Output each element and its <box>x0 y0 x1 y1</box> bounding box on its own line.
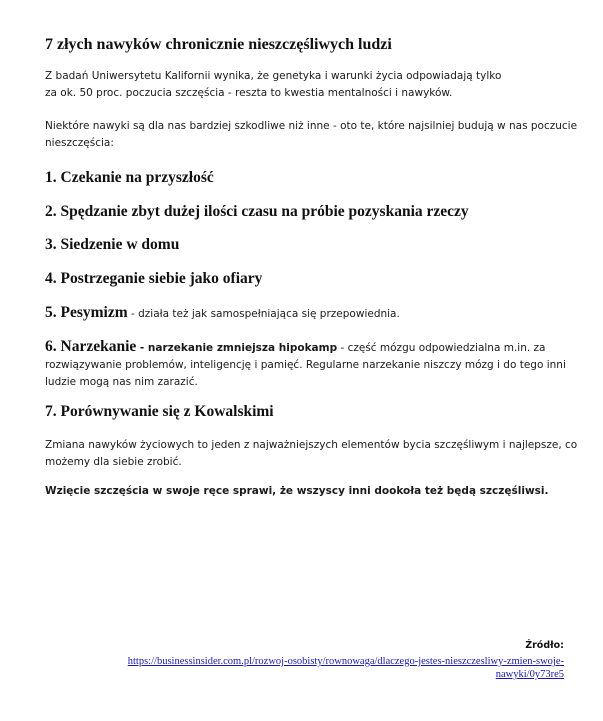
intro-line-1: Z badań Uniwersytetu Kalifornii wynika, że genetyka i warunki życia odpowiadają tylko <box>45 70 502 82</box>
intro-paragraph <box>45 68 570 102</box>
lead-line-1: Niektóre nawyki są dla nas bardziej szkodliwe niż inne - oto te, które najsilniej budują w nas poczucie <box>45 120 578 132</box>
habit-heading-4: 4. Postrzeganie siebie jako ofiary <box>45 270 263 287</box>
closing-line-2: możemy dla siebie zrobić. <box>45 456 182 468</box>
source-url-line-1[interactable]: https://businessinsider.com.pl/rozwoj-osobisty/rownowaga/dlaczego-jestes-nieszczesliwy-zmien-swoje- <box>127 656 564 667</box>
habit-item-5 <box>45 304 575 322</box>
habit-note-6-bold: - narzekanie zmniejsza hipokamp <box>136 342 338 354</box>
lead-paragraph <box>45 118 578 152</box>
habit-note-6-rest: - część mózgu odpowiedzialna m.in. za <box>337 342 546 354</box>
lead-line-2: nieszczęścia: <box>45 137 114 149</box>
intro-line-2: za ok. 50 proc. poczucia szczęścia - reszta to kwestia mentalności i nawyków. <box>45 87 453 99</box>
closing-line-1: Zmiana nawyków życiowych to jeden z najważniejszych elementów bycia szczęśliwym i najlepsze, co <box>45 439 578 451</box>
habit-heading-3: 3. Siedzenie w domu <box>45 236 180 253</box>
source-label: Źródło: <box>525 640 564 651</box>
habit-6-line-3: ludzie mogą nas nim zarazić. <box>45 376 198 388</box>
source-url-line-2[interactable]: nawyki/0y73re5 <box>495 669 564 680</box>
habit-heading-7: 7. Porównywanie się z Kowalskimi <box>45 403 274 420</box>
closing-paragraph <box>45 437 578 471</box>
document-title: 7 złych nawyków chronicznie nieszczęśliwych ludzi <box>45 36 392 53</box>
habit-6-continuation <box>45 357 575 391</box>
habit-heading-1: 1. Czekanie na przyszłość <box>45 169 214 186</box>
source-link[interactable] <box>128 655 564 681</box>
habit-6-line-2: rozwiązywanie problemów, inteligencję i pamięć. Regularne narzekanie niszczy mózg i do tego inni <box>45 359 566 371</box>
final-sentence: Wzięcie szczęścia w swoje ręce sprawi, że wszyscy inni dookoła też będą szczęśliwsi. <box>45 485 549 497</box>
habit-heading-2: 2. Spędzanie zbyt dużej ilości czasu na próbie pozyskania rzeczy <box>45 203 469 220</box>
habit-heading-5: 5. Pesymizm <box>45 304 128 321</box>
habit-item-6 <box>45 338 575 356</box>
habit-note-5: - działa też jak samospełniająca się przepowiednia. <box>127 308 400 320</box>
habit-heading-6: 6. Narzekanie <box>45 338 137 355</box>
